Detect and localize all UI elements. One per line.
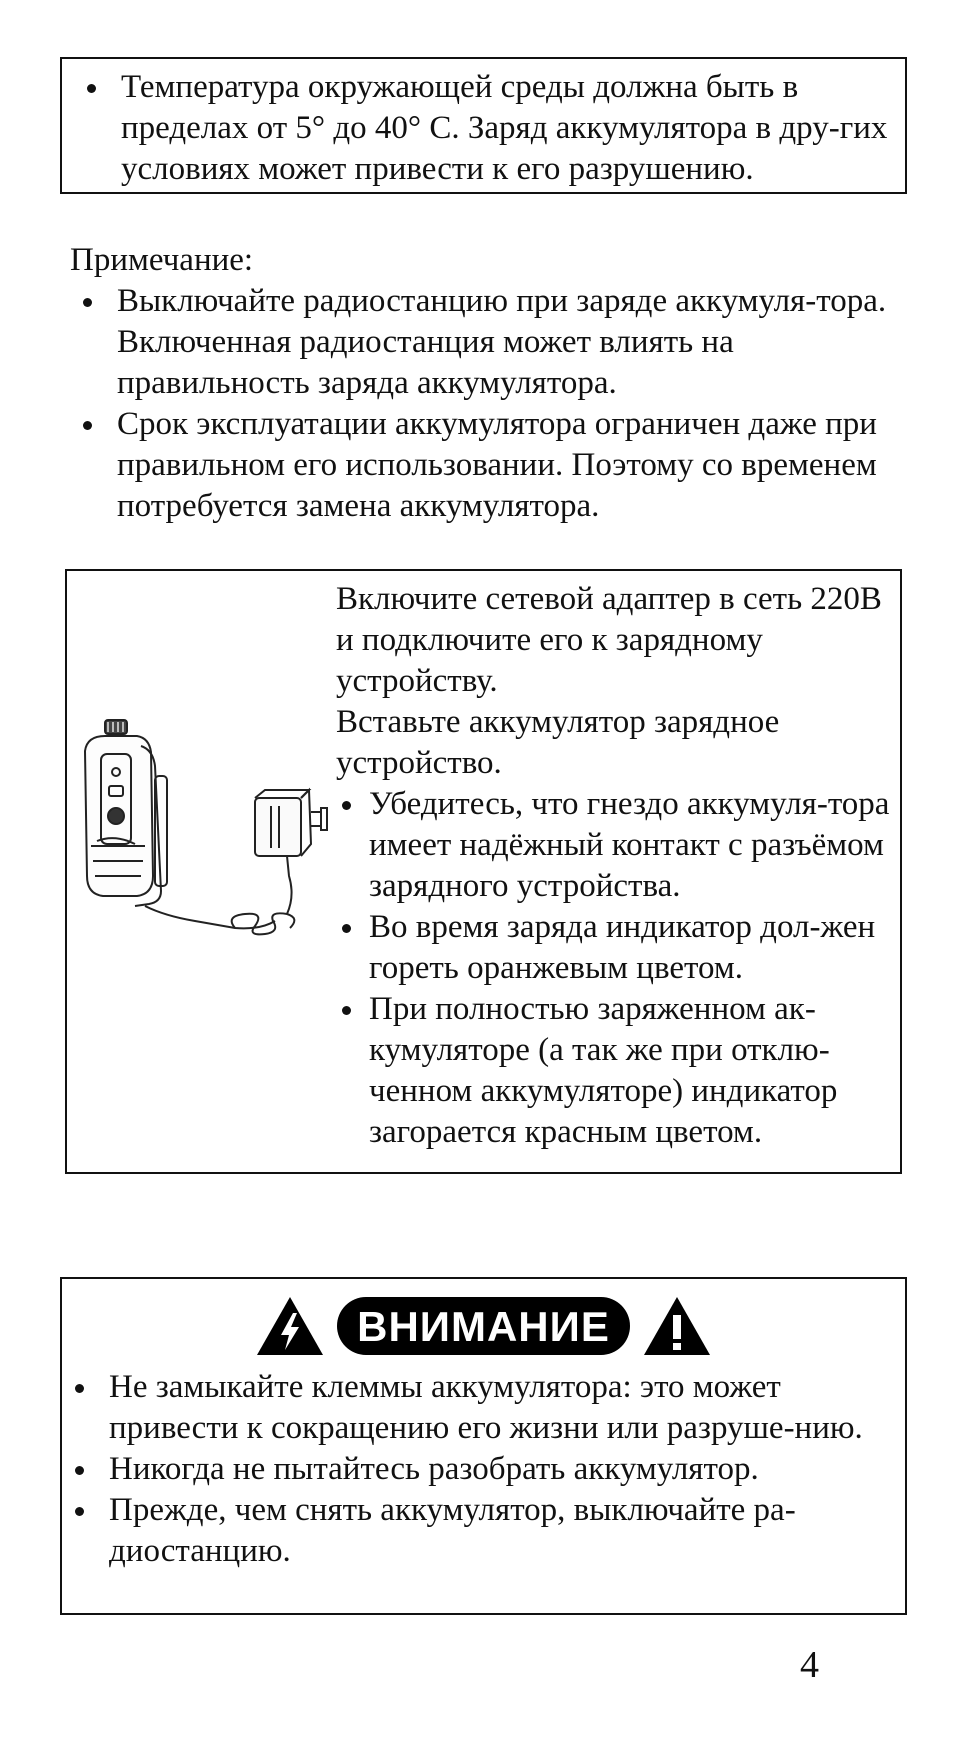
note-title: Примечание:: [70, 242, 254, 278]
list-item: Никогда не пытайтесь разобрать аккумулятор.: [62, 1449, 892, 1490]
list-item: При полностью заряженном ак-кумуляторе (а так же при отклю-ченном аккумуляторе) индикатор загорается красным цветом.: [336, 989, 896, 1153]
list-item: Срок эксплуатации аккумулятора ограничен даже при правильном его использовании. Поэтому со временем потребуется замена аккумулятора.: [70, 404, 900, 527]
charging-intro-battery: Вставьте аккумулятор зарядное устройство.: [336, 704, 780, 781]
warning-list: [62, 1367, 892, 1572]
exclamation-warning-icon: [642, 1295, 712, 1357]
charging-instructions-box: [65, 569, 902, 1174]
list-item: Убедитесь, что гнездо аккумуля-тора имеет надёжный контакт с разъёмом зарядного устройства.: [336, 784, 896, 907]
list-item: Прежде, чем снять аккумулятор, выключайте ра-диостанцию.: [62, 1490, 892, 1572]
list-item: Во время заряда индикатор дол-жен гореть оранжевым цветом.: [336, 907, 896, 989]
warning-header: [62, 1291, 905, 1361]
radio-charger-illustration: [75, 716, 330, 976]
charging-text: [336, 579, 896, 1153]
warning-label: ВНИМАНИЕ: [337, 1297, 630, 1355]
list-item: Не замыкайте клеммы аккумулятора: это может привести к сокращению его жизни или разруше-нию.: [62, 1367, 892, 1449]
list-item: Выключайте радиостанцию при заряде аккумуля-тора. Включенная радиостанция может влиять на правильность заряда аккумулятора.: [70, 281, 900, 404]
note-section: [70, 240, 900, 527]
temperature-notice-box: [60, 57, 907, 194]
list-item: Температура окружающей среды должна быть в пределах от 5° до 40° С. Заряд аккумулятора в дру-гих условиях может привести к его разрушению.: [74, 67, 895, 190]
charging-intro-adapter: Включите сетевой адаптер в сеть 220В и подключите его к зарядному устройству.: [336, 581, 882, 699]
high-voltage-warning-icon: [255, 1295, 325, 1357]
note-list: [70, 281, 900, 527]
page-number: 4: [800, 1644, 819, 1686]
charging-list: [336, 784, 896, 1153]
warning-box: [60, 1277, 907, 1615]
temperature-notice-list: [74, 67, 895, 190]
